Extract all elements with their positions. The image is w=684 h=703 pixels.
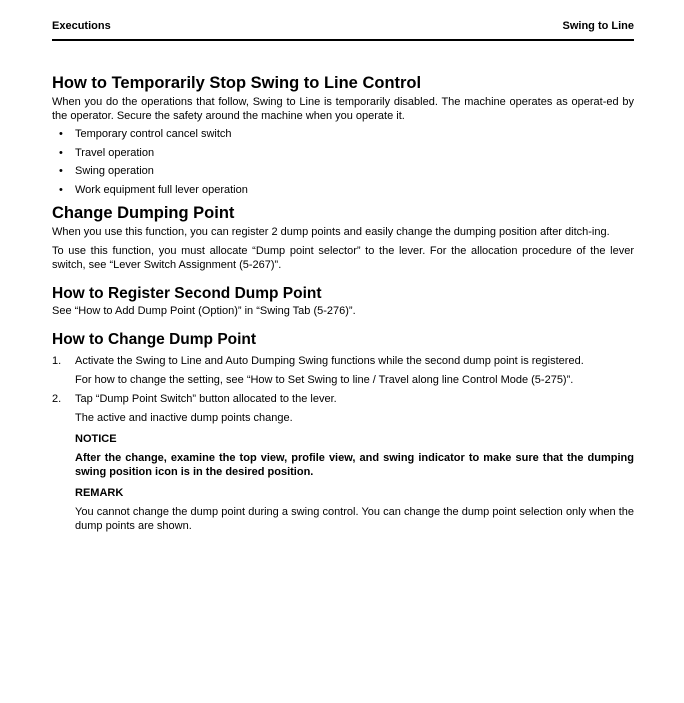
page-content: [52, 72, 634, 533]
section-title-temporarily-stop: How to Temporarily Stop Swing to Line Control: [52, 74, 422, 92]
disable-operations-list: [52, 127, 634, 197]
change-dump-point-steps: [52, 354, 634, 533]
section-title-change-dumping-point: Change Dumping Point: [52, 204, 235, 223]
subsection-title-change-dump-point: How to Change Dump Point: [52, 331, 257, 349]
step-text: Activate the Swing to Line and Auto Dumping Swing functions while the second dump point is registered.: [75, 355, 584, 368]
step-number: 2.: [52, 393, 62, 406]
remark-label: REMARK: [75, 487, 124, 500]
list-item: [52, 183, 634, 197]
list-item: [52, 146, 634, 160]
bullet-icon: •: [59, 184, 63, 197]
list-item-text: Travel operation: [75, 146, 155, 159]
header-chapter-name: Swing to Line: [562, 20, 634, 32]
list-item-text: Temporary control cancel switch: [75, 128, 232, 140]
dumping-point-allocation-paragraph: To use this function, you must allocate “Dump point selector” to the lever. For the allocation procedure of the lever switch, see “Lever Switch Assignment (5-267)”.: [52, 245, 634, 272]
bullet-icon: •: [59, 165, 63, 178]
list-item-text: Work equipment full lever operation: [75, 184, 248, 197]
register-dump-point-reference: See “How to Add Dump Point (Option)” in “Swing Tab (5-276)”.: [52, 305, 356, 318]
dumping-point-intro-paragraph: When you use this function, you can register 2 dump points and easily change the dumping position after ditch-ing.: [52, 226, 610, 239]
step-item: [52, 392, 634, 533]
step-item: [52, 354, 634, 387]
section-intro-paragraph: When you do the operations that follow, Swing to Line is temporarily disabled. The machine operates as operat-ed by the operator. Secure the safety around the machine when you operate it.: [52, 96, 634, 122]
step-number: 1.: [52, 355, 62, 368]
subsection-title-register-second-dump-point: How to Register Second Dump Point: [52, 285, 322, 303]
list-item: [52, 164, 634, 178]
list-item: [52, 127, 634, 141]
remark-text: You cannot change the dump point during a swing control. You can change the dump point selection only when the dump points are shown.: [75, 506, 634, 533]
list-item-text: Swing operation: [75, 165, 154, 178]
notice-label: NOTICE: [75, 433, 117, 446]
notice-text: After the change, examine the top view, profile view, and swing indicator to make sure that the dumping swing position icon is in the desired position.: [75, 452, 634, 479]
step-text: Tap “Dump Point Switch” button allocated to the lever.: [75, 393, 337, 406]
bullet-icon: •: [59, 128, 63, 140]
running-header: [52, 20, 634, 41]
header-section-name: Executions: [52, 20, 111, 32]
bullet-icon: •: [59, 146, 63, 159]
step-subtext: The active and inactive dump points change.: [75, 412, 293, 425]
step-subtext: For how to change the setting, see “How to Set Swing to line / Travel along line Control Mode (5-275)”.: [75, 374, 574, 387]
